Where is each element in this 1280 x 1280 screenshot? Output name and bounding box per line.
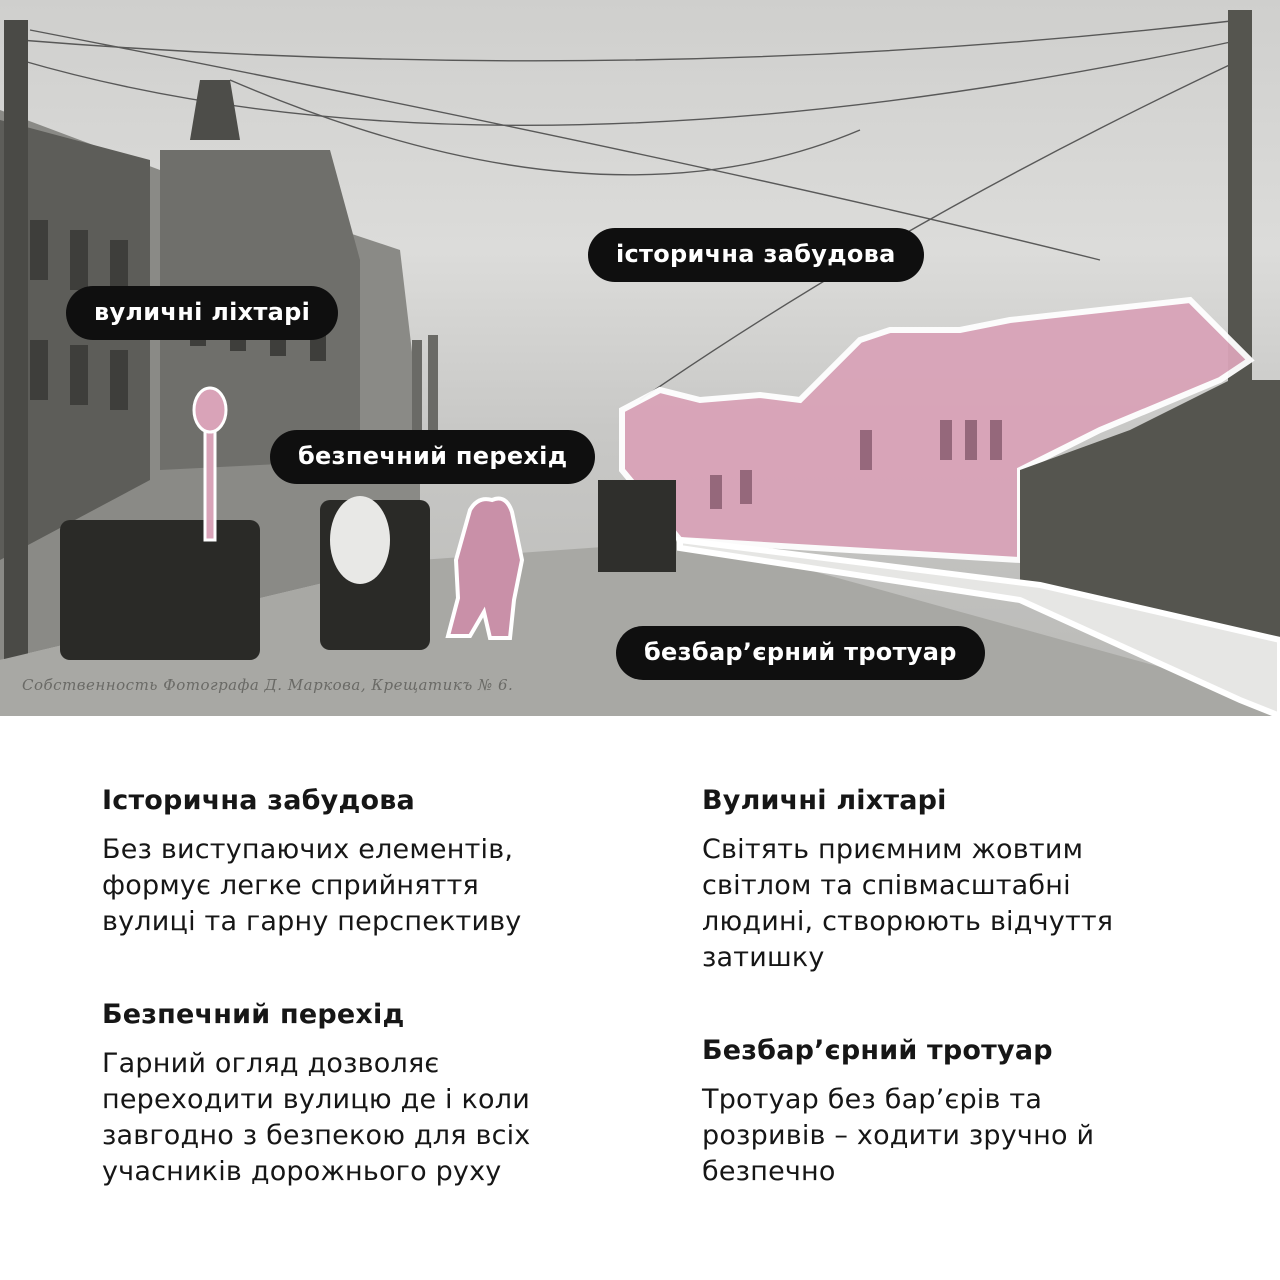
- tram: [598, 480, 676, 572]
- section-street-lamps: [702, 784, 1202, 976]
- section-safe-crossing: [102, 998, 602, 1190]
- left-telegraph-pole: [4, 20, 28, 660]
- label-historic-buildings: історична забудова: [588, 228, 924, 282]
- section-text-line: завгодно з безпекою для всіх: [102, 1120, 531, 1151]
- section-text-line: формує легке сприйняття: [102, 870, 479, 901]
- section-text-line: вулиці та гарну перспективу: [102, 906, 522, 937]
- horse-white: [330, 496, 390, 584]
- section-barrier-free-sidewalk: [702, 1034, 1202, 1190]
- section-title: Вуличні ліхтарі: [702, 785, 947, 816]
- section-text-line: Тротуар без бар’єрів та: [702, 1084, 1043, 1115]
- label-barrier-free-sidewalk: безбар’єрний тротуар: [616, 626, 985, 680]
- section-title: Безпечний перехід: [102, 999, 405, 1030]
- section-text-line: розривів – ходити зручно й: [702, 1120, 1095, 1151]
- section-text-line: безпечно: [702, 1156, 836, 1187]
- section-text-line: Гарний огляд дозволяє: [102, 1048, 440, 1079]
- pedestrians-highlight: [448, 499, 522, 639]
- section-text-line: переходити вулицю де і коли: [102, 1084, 530, 1115]
- label-street-lamps: вуличні ліхтарі: [66, 286, 338, 340]
- section-title: Історична забудова: [102, 785, 415, 816]
- section-text-line: людині, створюють відчуття: [702, 906, 1114, 937]
- section-text-line: світлом та співмасштабні: [702, 870, 1071, 901]
- label-safe-crossing: безпечний перехід: [270, 430, 595, 484]
- section-title: Безбар’єрний тротуар: [702, 1035, 1053, 1066]
- section-text-line: затишку: [702, 942, 825, 973]
- section-text-line: Без виступаючих елементів,: [102, 834, 514, 865]
- section-text-line: Світять приємним жовтим: [702, 834, 1084, 865]
- photo-caption: Собственность Фотографа Д. Маркова, Крещатикъ № 6.: [22, 676, 514, 694]
- section-text-line: учасників дорожнього руху: [102, 1156, 502, 1187]
- section-historic-buildings: [102, 784, 602, 940]
